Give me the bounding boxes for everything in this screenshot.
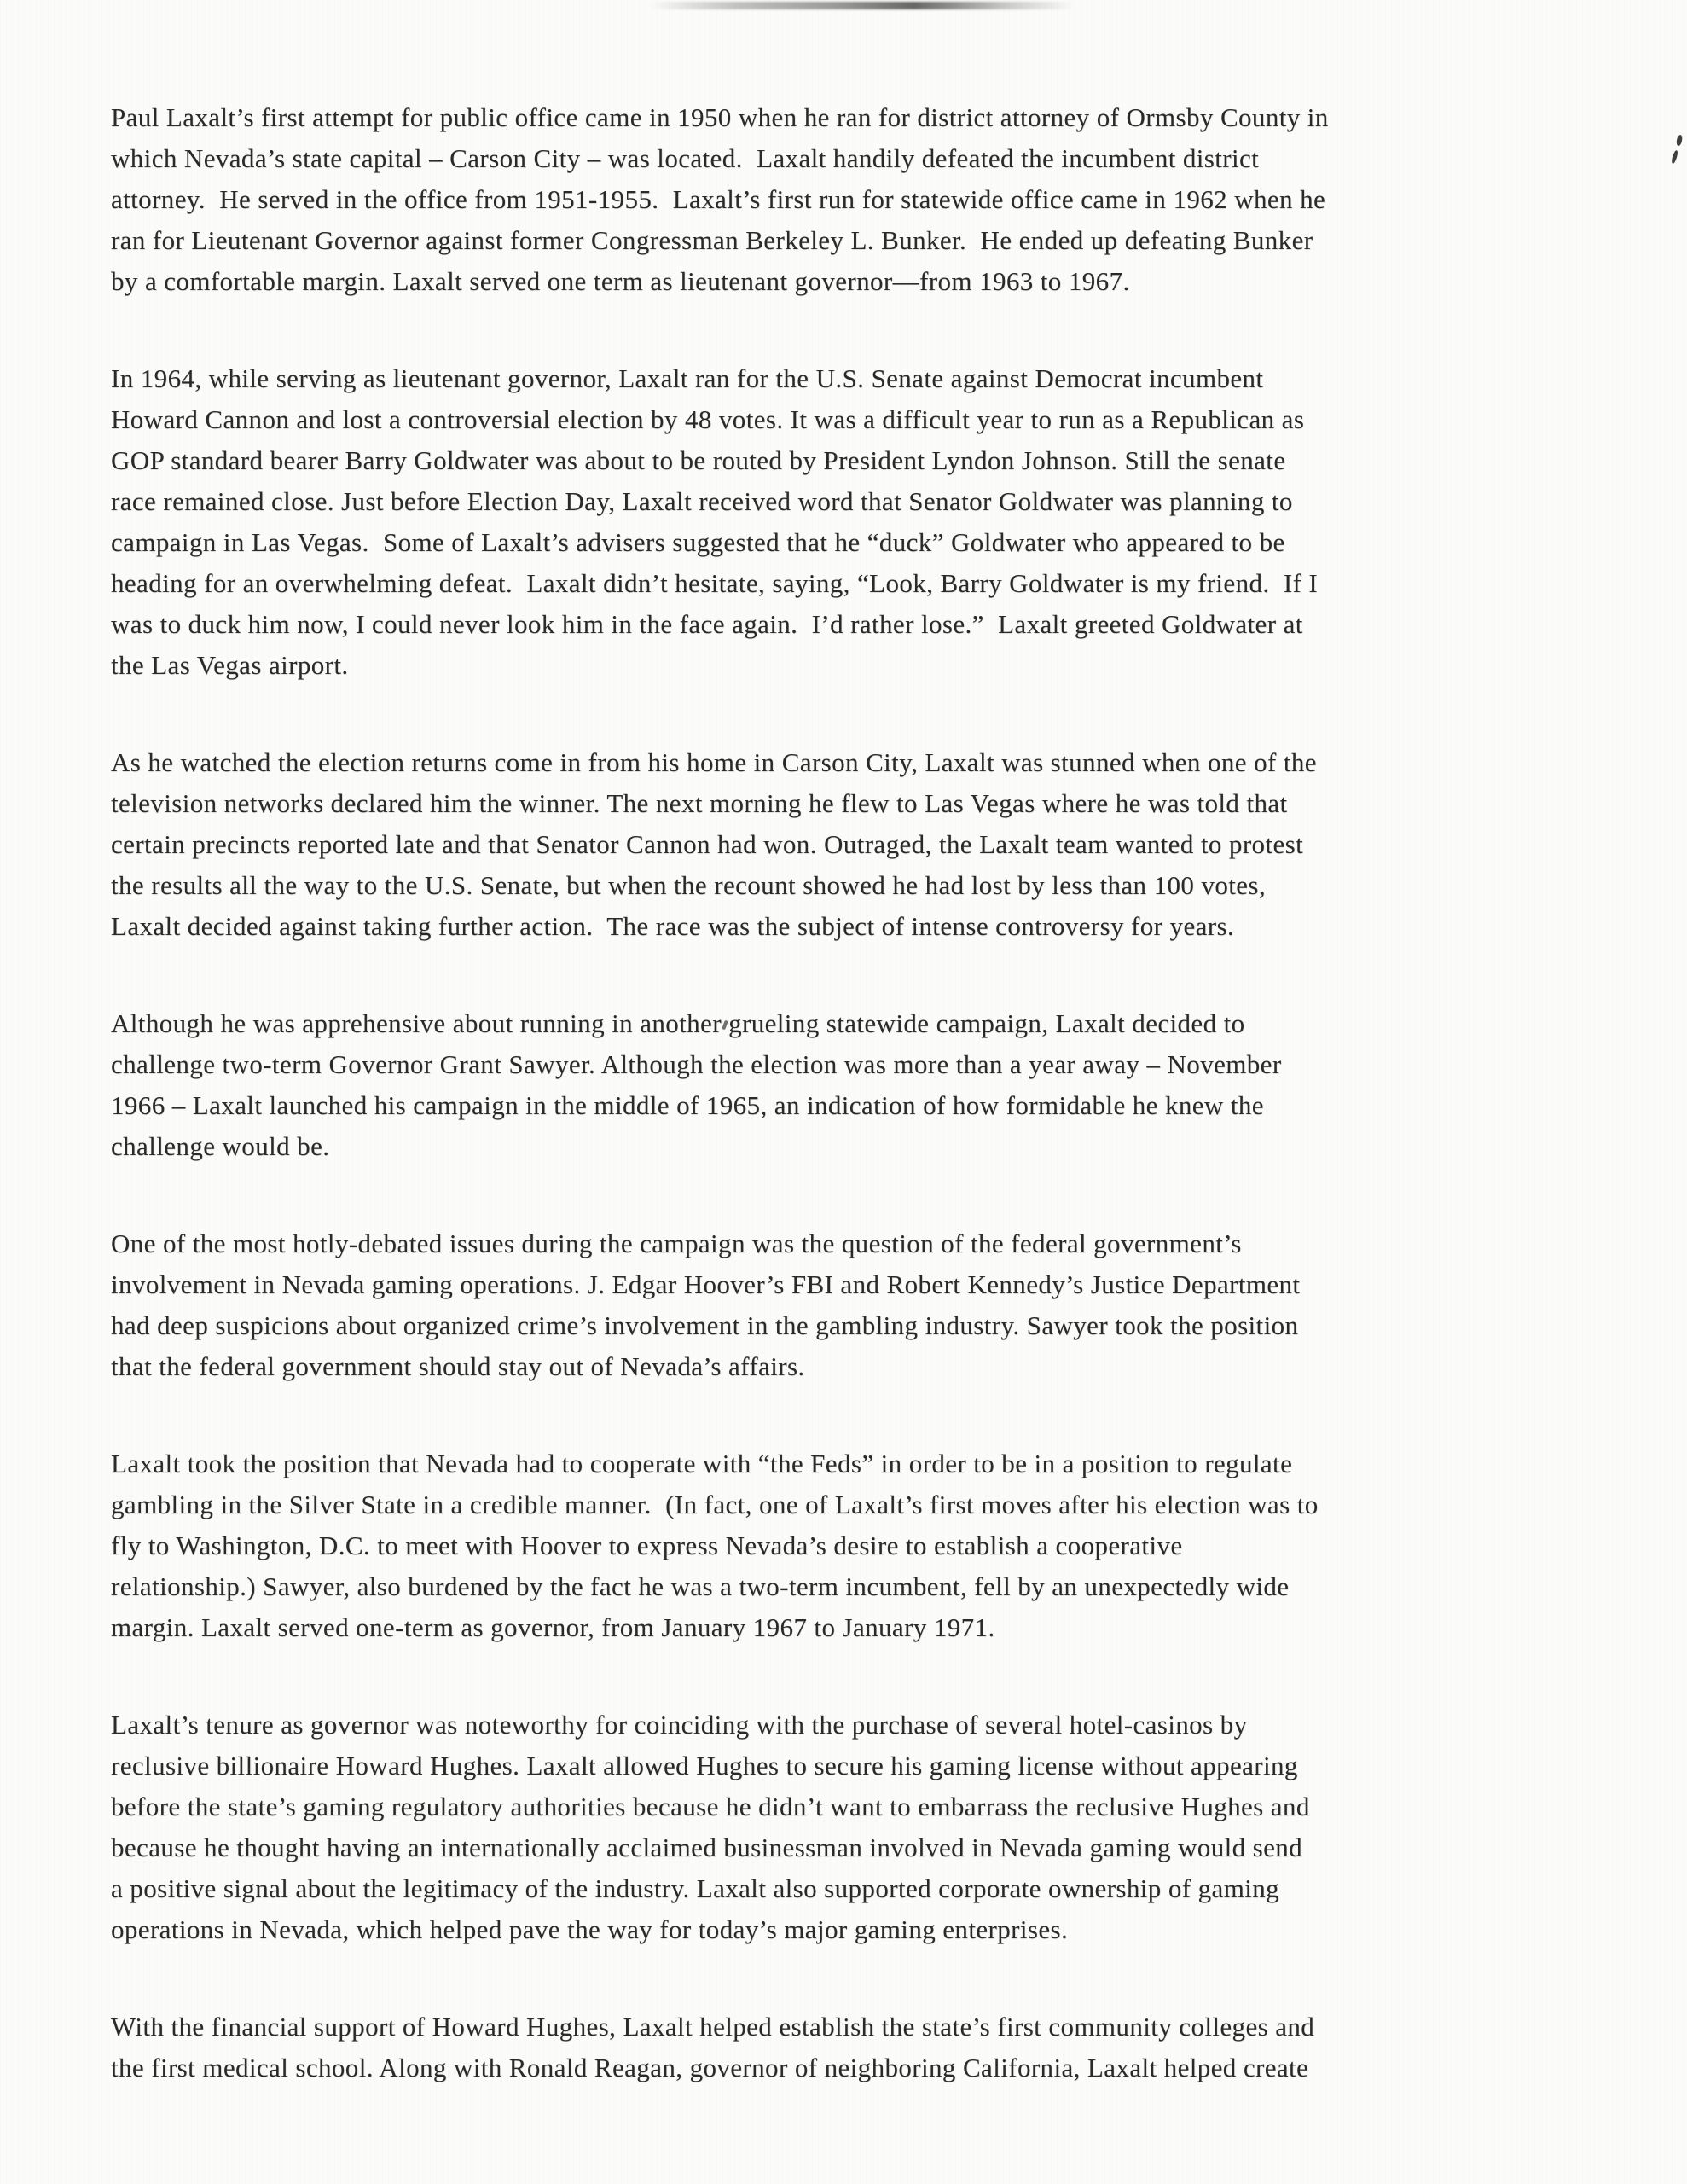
margin-pen-tick-mark (1671, 150, 1678, 165)
text-line: race remained close. Just before Election Day, Laxalt received word that Senator Goldwater was planning to (111, 486, 1293, 516)
text-line: margin. Laxalt served one-term as governor, from January 1967 to January 1971. (111, 1612, 995, 1642)
text-line: Howard Cannon and lost a controversial election by 48 votes. It was a difficult year to run as a Republican as (111, 404, 1305, 434)
text-line: GOP standard bearer Barry Goldwater was about to be routed by President Lyndon Johnson. Still the senate (111, 445, 1286, 475)
text-line: With the financial support of Howard Hughes, Laxalt helped establish the state’s first community colleges and (111, 2012, 1315, 2042)
margin-pen-tick-mark (1676, 135, 1683, 147)
paragraph (111, 1705, 1619, 1950)
document-body (111, 97, 1619, 2145)
paragraph (111, 1443, 1619, 1648)
text-line: campaign in Las Vegas. Some of Laxalt’s advisers suggested that he “duck” Goldwater who appeared to be (111, 527, 1285, 557)
paragraph (111, 97, 1619, 302)
text-line: challenge two-term Governor Grant Sawyer. Although the election was more than a year away – November (111, 1049, 1282, 1079)
text-line: As he watched the election returns come in from his home in Carson City, Laxalt was stunned when one of the (111, 747, 1317, 777)
text-line: Laxalt decided against taking further action. The race was the subject of intense controversy for years. (111, 911, 1235, 941)
text-line: reclusive billionaire Howard Hughes. Laxalt allowed Hughes to secure his gaming license without appearing (111, 1751, 1298, 1780)
text-line: the first medical school. Along with Ronald Reagan, governor of neighboring California, Laxalt helped create (111, 2053, 1309, 2082)
text-line: ran for Lieutenant Governor against former Congressman Berkeley L. Bunker. He ended up defeating Bunker (111, 225, 1313, 255)
text-line: challenge would be. (111, 1131, 330, 1161)
text-line: a positive signal about the legitimacy of the industry. Laxalt also supported corporate ownership of gaming (111, 1873, 1280, 1903)
paragraph (111, 358, 1619, 686)
text-line: television networks declared him the winner. The next morning he flew to Las Vegas where he was told that (111, 788, 1288, 818)
text-line: attorney. He served in the office from 1951-1955. Laxalt’s first run for statewide office came in 1962 when he (111, 184, 1326, 214)
text-line: Laxalt’s tenure as governor was noteworthy for coinciding with the purchase of several hotel-casinos by (111, 1710, 1248, 1740)
paragraph (111, 742, 1619, 947)
text-line: Paul Laxalt’s first attempt for public office came in 1950 when he ran for district attorney of Ormsby County in (111, 102, 1329, 132)
text-line: One of the most hotly-debated issues during the campaign was the question of the federal government’s (111, 1228, 1242, 1258)
text-line: before the state’s gaming regulatory authorities because he didn’t want to embarrass the reclusive Hughes and (111, 1792, 1310, 1821)
text-line: fly to Washington, D.C. to meet with Hoover to express Nevada’s desire to establish a cooperative (111, 1531, 1183, 1560)
text-line: Although he was apprehensive about running in another grueling statewide campaign, Laxalt decided to (111, 1008, 1245, 1038)
text-line: 1966 – Laxalt launched his campaign in the middle of 1965, an indication of how formidable he knew the (111, 1090, 1264, 1120)
text-line: involvement in Nevada gaming operations. J. Edgar Hoover’s FBI and Robert Kennedy’s Justice Department (111, 1269, 1301, 1299)
text-line: operations in Nevada, which helped pave the way for today’s major gaming enterprises. (111, 1914, 1069, 1944)
text-line: that the federal government should stay out of Nevada’s affairs. (111, 1351, 805, 1381)
text-line: certain precincts reported late and that Senator Cannon had won. Outraged, the Laxalt team wanted to protest (111, 829, 1304, 859)
text-line: heading for an overwhelming defeat. Laxalt didn’t hesitate, saying, “Look, Barry Goldwater is my friend. If I (111, 568, 1319, 598)
text-line: In 1964, while serving as lieutenant governor, Laxalt ran for the U.S. Senate against Democrat incumbent (111, 363, 1264, 393)
text-line: relationship.) Sawyer, also burdened by the fact he was a two-term incumbent, fell by an unexpectedly wide (111, 1571, 1290, 1601)
paragraph (111, 1223, 1619, 1387)
text-line: the results all the way to the U.S. Senate, but when the recount showed he had lost by less than 100 votes, (111, 870, 1267, 900)
paragraph (111, 2007, 1619, 2088)
paragraph (111, 1003, 1619, 1167)
text-line: was to duck him now, I could never look him in the face again. I’d rather lose.” Laxalt greeted Goldwater at (111, 609, 1303, 639)
text-line: the Las Vegas airport. (111, 650, 349, 680)
text-line: because he thought having an internationally acclaimed businessman involved in Nevada gaming would send (111, 1833, 1303, 1862)
text-line: by a comfortable margin. Laxalt served one term as lieutenant governor—from 1963 to 1967. (111, 266, 1130, 296)
scanner-smudge-artifact (650, 2, 1075, 9)
text-line: Laxalt took the position that Nevada had to cooperate with “the Feds” in order to be in a position to regulate (111, 1449, 1293, 1478)
text-line: which Nevada’s state capital – Carson City – was located. Laxalt handily defeated the incumbent district (111, 143, 1260, 173)
text-line: gambling in the Silver State in a credible manner. (In fact, one of Laxalt’s first moves after his election was to (111, 1490, 1319, 1519)
text-line: had deep suspicions about organized crime’s involvement in the gambling industry. Sawyer took the position (111, 1310, 1299, 1340)
